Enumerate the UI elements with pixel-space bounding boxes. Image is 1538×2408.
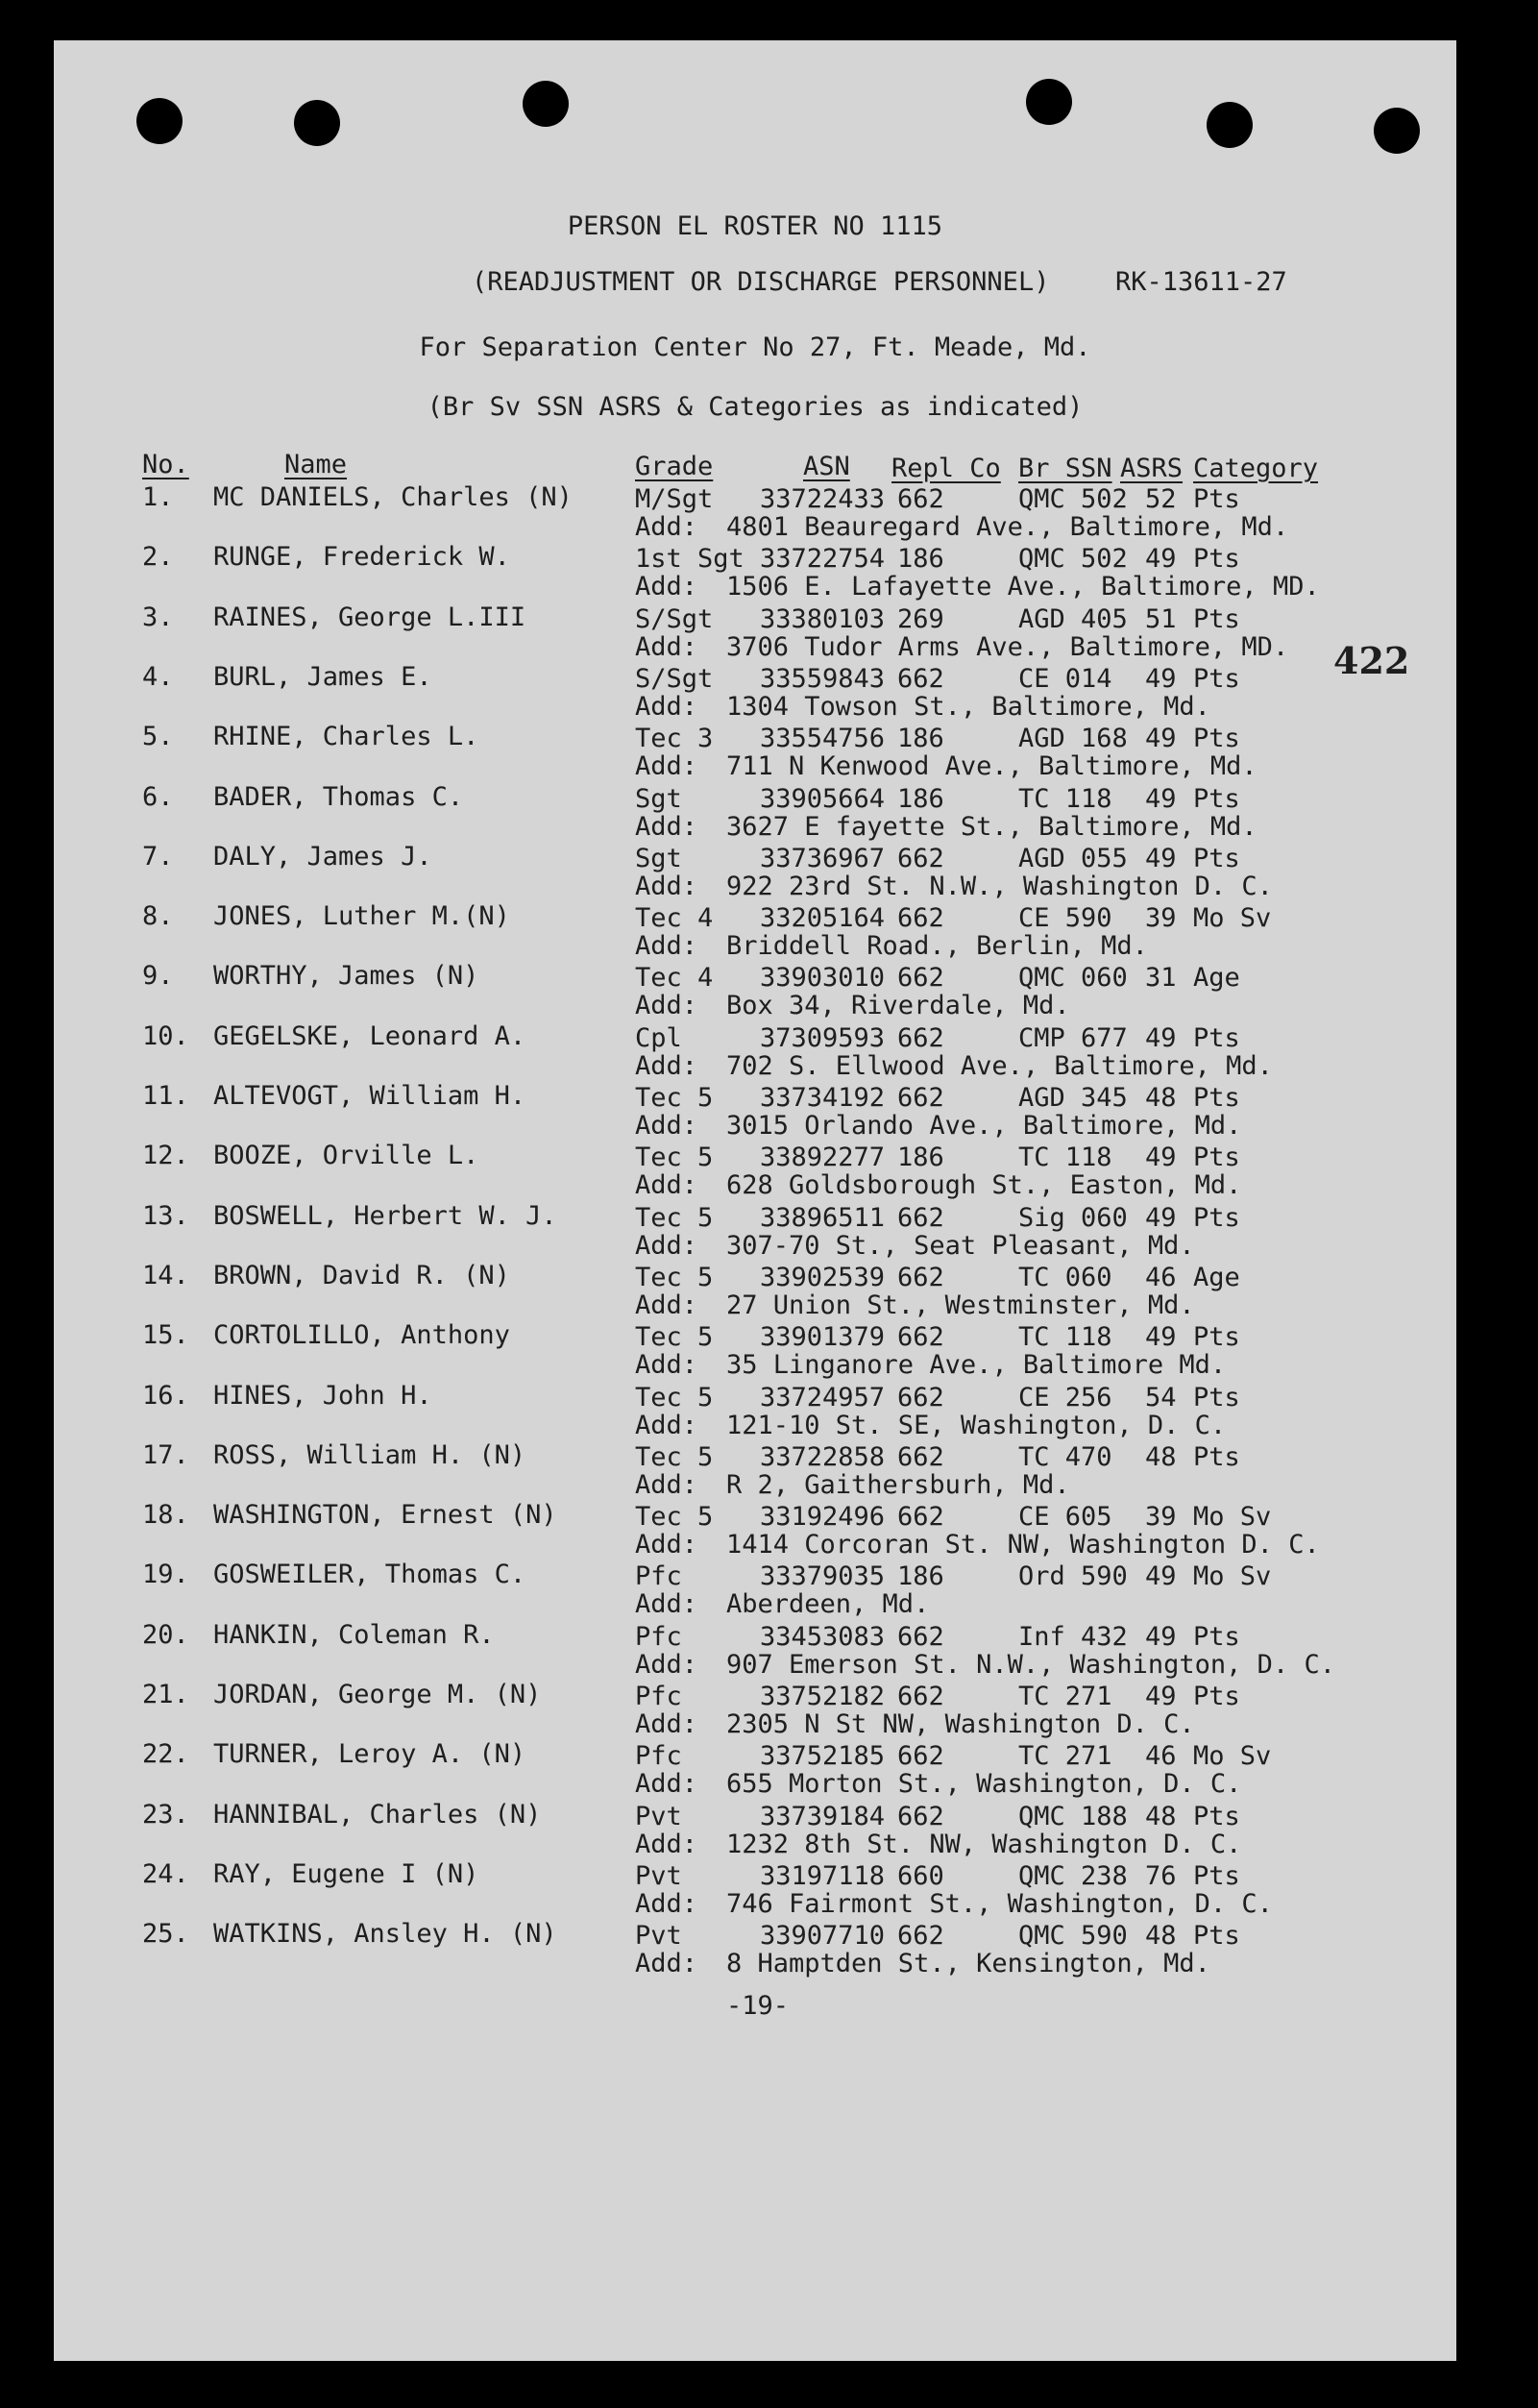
col-no: No. — [142, 450, 189, 479]
row-asrs: 49 — [1145, 724, 1177, 754]
punch-hole — [1207, 102, 1253, 148]
row-brssn: QMC 060 — [1018, 963, 1128, 994]
row-name: BOOZE, Orville L. — [213, 1141, 479, 1171]
row-asn: 33734192 — [760, 1083, 886, 1113]
row-grade: Pfc — [635, 1682, 682, 1711]
row-asn: 33453083 — [760, 1621, 886, 1652]
row-add-label: Add: — [635, 1530, 698, 1560]
row-brssn: CE 256 — [1018, 1382, 1112, 1413]
row-add-label: Add: — [635, 1111, 698, 1141]
row-brssn: TC 060 — [1018, 1262, 1112, 1292]
row-repl: 662 — [897, 963, 944, 994]
row-no: 5. — [142, 722, 174, 752]
row-asn: 33379035 — [760, 1561, 886, 1592]
row-no: 1. — [142, 482, 174, 512]
row-name: BROWN, David R. (N) — [213, 1260, 510, 1290]
row-cat: Mo Sv — [1193, 903, 1272, 934]
row-asn: 33752182 — [760, 1682, 886, 1711]
row-asn: 33736967 — [760, 843, 886, 873]
reference-number: RK-13611-27 — [1115, 267, 1287, 297]
row-brssn: AGD 345 — [1018, 1083, 1128, 1113]
row-address: 655 Morton St., Washington, D. C. — [726, 1769, 1242, 1800]
row-cat: Pts — [1193, 484, 1240, 514]
row-address: 3706 Tudor Arms Ave., Baltimore, MD. — [726, 631, 1289, 662]
categories-note: (Br Sv SSN ASRS & Categories as indicated) — [427, 392, 1084, 422]
row-repl: 662 — [897, 1502, 944, 1533]
row-address: R 2, Gaithersburh, Md. — [726, 1469, 1070, 1500]
punch-hole — [1374, 108, 1420, 154]
row-add-label: Add: — [635, 1829, 698, 1859]
roster-title: PERSON EL ROSTER NO 1115 — [567, 211, 943, 241]
row-repl: 662 — [897, 1741, 944, 1772]
row-brssn: CE 590 — [1018, 903, 1112, 934]
row-repl: 662 — [897, 1382, 944, 1413]
row-address: 35 Linganore Ave., Baltimore Md. — [726, 1350, 1227, 1381]
row-brssn: Sig 060 — [1018, 1202, 1128, 1233]
row-asrs: 31 — [1145, 963, 1177, 994]
roster-subtitle: (READJUSTMENT OR DISCHARGE PERSONNEL) — [472, 267, 1050, 297]
row-address: 746 Fairmont St., Washington, D. C. — [726, 1888, 1273, 1919]
separation-center: For Separation Center No 27, Ft. Meade, Md. — [419, 332, 1091, 362]
row-no: 12. — [142, 1141, 189, 1171]
row-add-label: Add: — [635, 1949, 698, 1979]
row-grade: Sgt — [635, 843, 682, 873]
document-page — [54, 40, 1456, 2361]
row-no: 24. — [142, 1858, 189, 1889]
row-asrs: 46 — [1145, 1741, 1177, 1772]
row-asn: 33192496 — [760, 1502, 886, 1533]
row-address: 1414 Corcoran St. NW, Washington D. C. — [726, 1530, 1320, 1560]
punch-hole — [294, 100, 340, 146]
row-asrs: 49 — [1145, 1561, 1177, 1592]
row-brssn: TC 118 — [1018, 783, 1112, 814]
row-brssn: TC 271 — [1018, 1741, 1112, 1772]
row-repl: 662 — [897, 1682, 944, 1711]
row-asrs: 49 — [1145, 1621, 1177, 1652]
row-add-label: Add: — [635, 1649, 698, 1680]
row-grade: Pvt — [635, 1860, 682, 1891]
margin-number: 422 — [1333, 639, 1410, 682]
row-add-label: Add: — [635, 1290, 698, 1320]
row-name: ROSS, William H. (N) — [213, 1439, 526, 1470]
row-name: BOSWELL, Herbert W. J. — [213, 1200, 557, 1231]
page-number: -19- — [726, 1991, 790, 2021]
row-no: 3. — [142, 602, 174, 632]
row-asrs: 46 — [1145, 1262, 1177, 1292]
row-repl: 662 — [897, 1083, 944, 1113]
row-brssn: AGD 055 — [1018, 843, 1128, 873]
row-no: 22. — [142, 1739, 189, 1770]
row-asn: 33896511 — [760, 1202, 886, 1233]
row-asrs: 39 — [1145, 903, 1177, 934]
row-brssn: QMC 188 — [1018, 1801, 1128, 1831]
row-no: 21. — [142, 1680, 189, 1709]
row-name: BADER, Thomas C. — [213, 781, 464, 812]
row-address: Aberdeen, Md. — [726, 1589, 930, 1620]
row-add-label: Add: — [635, 1589, 698, 1620]
row-repl: 186 — [897, 724, 944, 754]
row-repl: 662 — [897, 1262, 944, 1292]
row-repl: 186 — [897, 544, 944, 575]
row-brssn: Inf 432 — [1018, 1621, 1128, 1652]
row-cat: Pts — [1193, 544, 1240, 575]
row-repl: 662 — [897, 1921, 944, 1952]
row-no: 13. — [142, 1200, 189, 1231]
row-repl: 662 — [897, 843, 944, 873]
row-grade: Pfc — [635, 1741, 682, 1772]
row-asn: 33739184 — [760, 1801, 886, 1831]
row-cat: Mo Sv — [1193, 1502, 1272, 1533]
row-asrs: 54 — [1145, 1382, 1177, 1413]
row-no: 17. — [142, 1439, 189, 1470]
row-brssn: QMC 502 — [1018, 544, 1128, 575]
row-name: HANKIN, Coleman R. — [213, 1619, 495, 1650]
row-brssn: CMP 677 — [1018, 1022, 1128, 1053]
row-asrs: 49 — [1145, 544, 1177, 575]
row-grade: Tec 4 — [635, 903, 714, 934]
row-address: 2305 N St NW, Washington D. C. — [726, 1709, 1195, 1739]
row-address: 1304 Towson St., Baltimore, Md. — [726, 691, 1210, 722]
row-repl: 186 — [897, 1143, 944, 1173]
row-repl: 660 — [897, 1860, 944, 1891]
row-repl: 662 — [897, 1441, 944, 1472]
row-asn: 33722433 — [760, 484, 886, 514]
row-address: 1506 E. Lafayette Ave., Baltimore, MD. — [726, 572, 1320, 602]
row-address: 121-10 St. SE, Washington, D. C. — [726, 1410, 1227, 1440]
row-brssn: TC 470 — [1018, 1441, 1112, 1472]
row-asrs: 49 — [1145, 1143, 1177, 1173]
row-name: HINES, John H. — [213, 1380, 432, 1411]
row-cat: Pts — [1193, 1860, 1240, 1891]
row-no: 18. — [142, 1500, 189, 1531]
row-repl: 662 — [897, 903, 944, 934]
col-repl-co: Repl Co — [891, 454, 1001, 483]
row-cat: Age — [1193, 1262, 1240, 1292]
row-asrs: 49 — [1145, 783, 1177, 814]
row-asrs: 48 — [1145, 1441, 1177, 1472]
row-asn: 33905664 — [760, 783, 886, 814]
row-asrs: 49 — [1145, 1022, 1177, 1053]
row-address: 628 Goldsborough St., Easton, Md. — [726, 1170, 1242, 1201]
row-add-label: Add: — [635, 1709, 698, 1739]
row-add-label: Add: — [635, 1230, 698, 1261]
row-grade: Pvt — [635, 1921, 682, 1952]
row-brssn: Ord 590 — [1018, 1561, 1128, 1592]
row-no: 16. — [142, 1380, 189, 1411]
row-repl: 662 — [897, 1801, 944, 1831]
row-name: BURL, James E. — [213, 661, 432, 692]
row-cat: Pts — [1193, 1921, 1240, 1952]
row-repl: 186 — [897, 1561, 944, 1592]
row-name: TURNER, Leroy A. (N) — [213, 1739, 526, 1770]
row-address: 1232 8th St. NW, Washington D. C. — [726, 1829, 1242, 1859]
row-asn: 33205164 — [760, 903, 886, 934]
row-asrs: 49 — [1145, 663, 1177, 694]
row-name: JONES, Luther M.(N) — [213, 901, 510, 932]
row-grade: Tec 5 — [635, 1143, 714, 1173]
row-brssn: TC 271 — [1018, 1682, 1112, 1711]
row-no: 10. — [142, 1020, 189, 1051]
row-brssn: QMC 502 — [1018, 484, 1128, 514]
row-grade: S/Sgt — [635, 663, 714, 694]
row-cat: Pts — [1193, 603, 1240, 634]
row-asn: 33892277 — [760, 1143, 886, 1173]
row-cat: Pts — [1193, 1801, 1240, 1831]
punch-hole — [136, 98, 183, 144]
row-brssn: AGD 168 — [1018, 724, 1128, 754]
row-brssn: AGD 405 — [1018, 603, 1128, 634]
row-asn: 33197118 — [760, 1860, 886, 1891]
row-asrs: 49 — [1145, 1682, 1177, 1711]
row-cat: Pts — [1193, 1322, 1240, 1353]
row-name: RHINE, Charles L. — [213, 722, 479, 752]
row-name: CORTOLILLO, Anthony — [213, 1320, 510, 1351]
row-repl: 662 — [897, 1022, 944, 1053]
row-repl: 662 — [897, 1202, 944, 1233]
row-no: 14. — [142, 1260, 189, 1290]
row-address: 711 N Kenwood Ave., Baltimore, Md. — [726, 751, 1257, 782]
row-grade: Pvt — [635, 1801, 682, 1831]
row-grade: Tec 5 — [635, 1382, 714, 1413]
row-add-label: Add: — [635, 991, 698, 1021]
col-category: Category — [1193, 454, 1319, 483]
row-address: 3627 E fayette St., Baltimore, Md. — [726, 811, 1257, 842]
row-address: 702 S. Ellwood Ave., Baltimore, Md. — [726, 1050, 1273, 1081]
row-asn: 37309593 — [760, 1022, 886, 1053]
punch-hole — [523, 81, 569, 127]
row-repl: 662 — [897, 1621, 944, 1652]
row-asn: 33752185 — [760, 1741, 886, 1772]
col-br-ssn: Br SSN — [1018, 454, 1112, 483]
row-asn: 33722858 — [760, 1441, 886, 1472]
row-name: RUNGE, Frederick W. — [213, 542, 510, 573]
row-brssn: QMC 238 — [1018, 1860, 1128, 1891]
row-cat: Pts — [1193, 1083, 1240, 1113]
row-name: WORTHY, James (N) — [213, 961, 479, 992]
row-address: 307-70 St., Seat Pleasant, Md. — [726, 1230, 1195, 1261]
row-asrs: 48 — [1145, 1921, 1177, 1952]
row-brssn: TC 118 — [1018, 1322, 1112, 1353]
row-no: 23. — [142, 1799, 189, 1830]
row-add-label: Add: — [635, 631, 698, 662]
row-asrs: 51 — [1145, 603, 1177, 634]
row-add-label: Add: — [635, 572, 698, 602]
row-cat: Pts — [1193, 1621, 1240, 1652]
row-grade: M/Sgt — [635, 484, 714, 514]
row-add-label: Add: — [635, 751, 698, 782]
row-cat: Pts — [1193, 1382, 1240, 1413]
row-address: 4801 Beauregard Ave., Baltimore, Md. — [726, 512, 1289, 542]
row-asrs: 48 — [1145, 1801, 1177, 1831]
row-asrs: 49 — [1145, 1322, 1177, 1353]
row-asrs: 76 — [1145, 1860, 1177, 1891]
row-cat: Mo Sv — [1193, 1561, 1272, 1592]
row-add-label: Add: — [635, 811, 698, 842]
row-no: 15. — [142, 1320, 189, 1351]
row-repl: 662 — [897, 663, 944, 694]
row-no: 20. — [142, 1619, 189, 1650]
row-grade: Pfc — [635, 1621, 682, 1652]
row-add-label: Add: — [635, 871, 698, 901]
row-name: RAY, Eugene I (N) — [213, 1858, 479, 1889]
row-no: 11. — [142, 1081, 189, 1111]
row-no: 25. — [142, 1919, 189, 1950]
row-name: GEGELSKE, Leonard A. — [213, 1020, 526, 1051]
row-brssn: CE 014 — [1018, 663, 1112, 694]
row-add-label: Add: — [635, 691, 698, 722]
row-grade: Tec 3 — [635, 724, 714, 754]
row-asn: 33901379 — [760, 1322, 886, 1353]
row-cat: Pts — [1193, 783, 1240, 814]
row-cat: Pts — [1193, 843, 1240, 873]
row-name: JORDAN, George M. (N) — [213, 1680, 542, 1709]
row-name: RAINES, George L.III — [213, 602, 526, 632]
row-asn: 33907710 — [760, 1921, 886, 1952]
row-brssn: QMC 590 — [1018, 1921, 1128, 1952]
row-no: 4. — [142, 661, 174, 692]
row-asn: 33559843 — [760, 663, 886, 694]
row-grade: Tec 5 — [635, 1262, 714, 1292]
row-address: 922 23rd St. N.W., Washington D. C. — [726, 871, 1273, 901]
row-name: HANNIBAL, Charles (N) — [213, 1799, 542, 1830]
row-no: 7. — [142, 841, 174, 872]
row-grade: Cpl — [635, 1022, 682, 1053]
row-asn: 33554756 — [760, 724, 886, 754]
row-asn: 33380103 — [760, 603, 886, 634]
row-grade: Pfc — [635, 1561, 682, 1592]
row-asrs: 49 — [1145, 1202, 1177, 1233]
row-grade: Tec 4 — [635, 963, 714, 994]
row-grade: Tec 5 — [635, 1202, 714, 1233]
row-add-label: Add: — [635, 931, 698, 962]
col-asrs: ASRS — [1120, 454, 1184, 483]
row-address: 3015 Orlando Ave., Baltimore, Md. — [726, 1111, 1242, 1141]
row-cat: Pts — [1193, 724, 1240, 754]
row-address: 907 Emerson St. N.W., Washington, D. C. — [726, 1649, 1335, 1680]
row-asrs: 48 — [1145, 1083, 1177, 1113]
row-cat: Pts — [1193, 1022, 1240, 1053]
row-no: 19. — [142, 1560, 189, 1590]
row-name: WATKINS, Ansley H. (N) — [213, 1919, 557, 1950]
row-name: WASHINGTON, Ernest (N) — [213, 1500, 557, 1531]
row-grade: S/Sgt — [635, 603, 714, 634]
row-add-label: Add: — [635, 1469, 698, 1500]
col-grade: Grade — [635, 452, 714, 481]
row-no: 9. — [142, 961, 174, 992]
row-cat: Pts — [1193, 1143, 1240, 1173]
row-add-label: Add: — [635, 1350, 698, 1381]
row-brssn: CE 605 — [1018, 1502, 1112, 1533]
row-asrs: 49 — [1145, 843, 1177, 873]
row-repl: 662 — [897, 1322, 944, 1353]
row-repl: 186 — [897, 783, 944, 814]
row-name: ALTEVOGT, William H. — [213, 1081, 526, 1111]
row-no: 2. — [142, 542, 174, 573]
row-grade: Tec 5 — [635, 1322, 714, 1353]
row-brssn: TC 118 — [1018, 1143, 1112, 1173]
row-address: 8 Hamptden St., Kensington, Md. — [726, 1949, 1210, 1979]
row-address: Briddell Road., Berlin, Md. — [726, 931, 1148, 962]
punch-hole — [1026, 79, 1072, 125]
row-add-label: Add: — [635, 1410, 698, 1440]
row-asrs: 52 — [1145, 484, 1177, 514]
row-grade: Tec 5 — [635, 1441, 714, 1472]
row-cat: Pts — [1193, 663, 1240, 694]
row-no: 8. — [142, 901, 174, 932]
row-add-label: Add: — [635, 1769, 698, 1800]
row-asn: 33724957 — [760, 1382, 886, 1413]
row-repl: 269 — [897, 603, 944, 634]
row-add-label: Add: — [635, 1888, 698, 1919]
row-cat: Age — [1193, 963, 1240, 994]
row-add-label: Add: — [635, 1050, 698, 1081]
row-name: MC DANIELS, Charles (N) — [213, 482, 573, 512]
row-asn: 33903010 — [760, 963, 886, 994]
row-name: GOSWEILER, Thomas C. — [213, 1560, 526, 1590]
row-add-label: Add: — [635, 512, 698, 542]
row-name: DALY, James J. — [213, 841, 432, 872]
col-name: Name — [284, 450, 348, 479]
row-grade: Tec 5 — [635, 1083, 714, 1113]
row-cat: Mo Sv — [1193, 1741, 1272, 1772]
row-grade: Tec 5 — [635, 1502, 714, 1533]
row-cat: Pts — [1193, 1682, 1240, 1711]
row-add-label: Add: — [635, 1170, 698, 1201]
row-grade: Sgt — [635, 783, 682, 814]
row-no: 6. — [142, 781, 174, 812]
row-repl: 662 — [897, 484, 944, 514]
row-asn: 33722754 — [760, 544, 886, 575]
row-address: Box 34, Riverdale, Md. — [726, 991, 1070, 1021]
row-asrs: 39 — [1145, 1502, 1177, 1533]
row-cat: Pts — [1193, 1441, 1240, 1472]
row-address: 27 Union St., Westminster, Md. — [726, 1290, 1195, 1320]
row-grade: 1st Sgt — [635, 544, 745, 575]
col-asn: ASN — [803, 452, 850, 481]
row-asn: 33902539 — [760, 1262, 886, 1292]
row-cat: Pts — [1193, 1202, 1240, 1233]
